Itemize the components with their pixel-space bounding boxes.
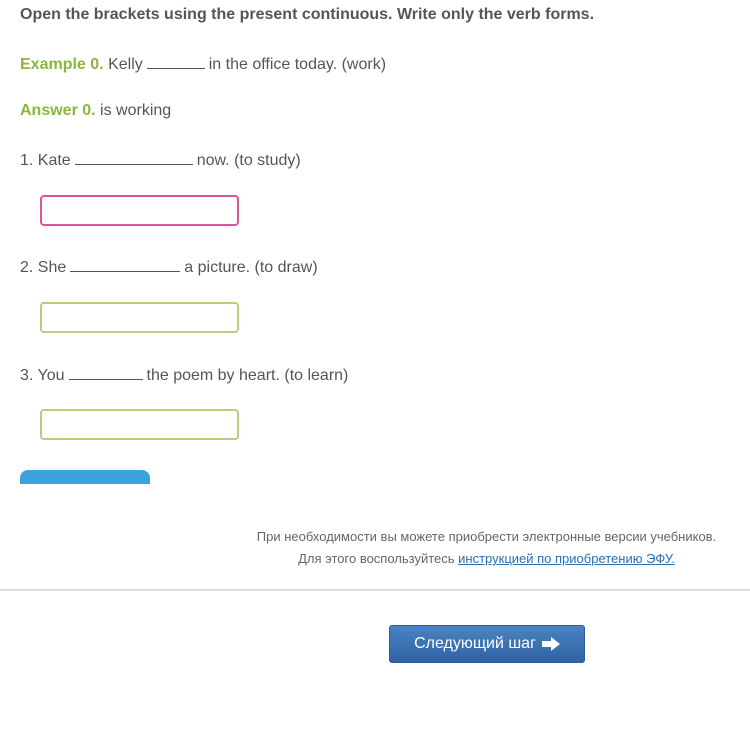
question-1-blank	[75, 150, 193, 165]
arrow-right-icon	[542, 637, 560, 651]
question-2-before: 2. She	[20, 259, 67, 276]
answer-input-2[interactable]	[40, 302, 239, 333]
example-blank	[147, 54, 205, 69]
answer-line	[20, 102, 171, 120]
note-line-2	[0, 548, 750, 570]
answer-input-1[interactable]	[40, 195, 239, 226]
answer-input-3[interactable]	[40, 409, 239, 440]
question-1	[20, 150, 301, 170]
purchase-note	[0, 526, 750, 570]
example-text-after: in the office today. (work)	[208, 56, 387, 73]
note-line-2-prefix: Для этого воспользуйтесь	[298, 551, 459, 566]
check-button[interactable]	[20, 470, 150, 484]
question-1-before: 1. Kate	[20, 152, 71, 169]
divider	[0, 589, 750, 591]
question-2	[20, 257, 318, 277]
purchase-instruction-link[interactable]: инструкцией по приобретению ЭФУ.	[458, 551, 675, 566]
question-2-blank	[70, 257, 180, 272]
example-text-before: Kelly	[108, 56, 143, 73]
note-line-1: При необходимости вы можете приобрести электронные версии учебников.	[256, 529, 717, 544]
answer-text: is working	[100, 102, 172, 119]
example-label: Example 0.	[20, 56, 104, 73]
question-3-before: 3. You	[20, 367, 65, 384]
question-1-after: now. (to study)	[196, 152, 301, 169]
example-line	[20, 54, 386, 74]
next-step-label: Следующий шаг	[414, 635, 536, 652]
question-3-blank	[69, 365, 143, 380]
instruction-title: Open the brackets using the present continuous. Write only the verb forms.	[20, 6, 595, 23]
answer-label: Answer 0.	[20, 102, 96, 119]
next-step-button[interactable]	[389, 625, 585, 663]
question-3	[20, 365, 348, 385]
question-2-after: a picture. (to draw)	[184, 259, 318, 276]
question-3-after: the poem by heart. (to learn)	[146, 367, 349, 384]
